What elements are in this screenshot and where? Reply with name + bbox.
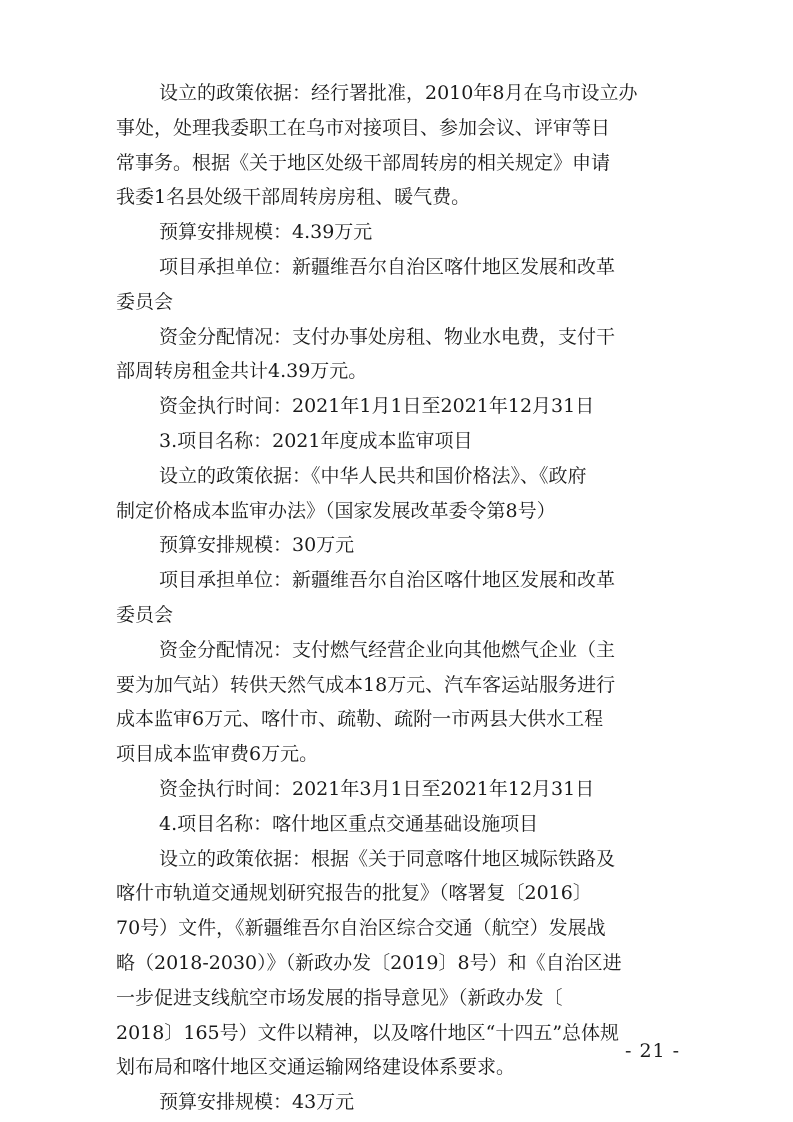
body-line: 预算安排规模：43万元 (159, 1091, 355, 1114)
section-heading: 4.项目名称：喀什地区重点交通基础设施项目 (159, 812, 539, 835)
body-line: 资金分配情况：支付燃气经营企业向其他燃气企业（主 (159, 638, 616, 661)
document-body (116, 76, 676, 1120)
body-line: 常事务。根据《关于地区处级干部周转房的相关规定》申请 (116, 151, 611, 174)
body-line: 喀什市轨道交通规划研究报告的批复》（喀署复〔2016〕 (116, 882, 592, 905)
body-line: 资金执行时间：2021年3月1日至2021年12月31日 (159, 777, 595, 800)
body-line: 项目成本监审费6万元。 (116, 743, 319, 766)
body-line: 设立的政策依据：经行署批准，2010年8月在乌市设立办 (159, 82, 638, 104)
body-line: 资金执行时间：2021年1月1日至2021年12月31日 (159, 395, 595, 418)
body-line: 部周转房租金共计4.39万元。 (116, 360, 368, 383)
body-line: 委员会 (116, 290, 174, 313)
body-line: 2018〕165号）文件以精神，以及喀什地区“十四五”总体规 (116, 1021, 620, 1044)
body-line: 一步促进支线航空市场发展的指导意见》（新政办发〔 (116, 986, 563, 1009)
body-line: 我委1名县处级干部周转房房租、暖气费。 (116, 186, 471, 209)
body-line: 预算安排规模：4.39万元 (159, 221, 373, 244)
body-line: 事处，处理我委职工在乌市对接项目、参加会议、评审等日 (116, 116, 611, 139)
section-heading: 3.项目名称：2021年度成本监审项目 (159, 429, 473, 452)
body-line: 制定价格成本监审办法》（国家发展改革委令第8号） (116, 499, 556, 522)
body-line: 设立的政策依据：根据《关于同意喀什地区城际铁路及 (159, 847, 616, 870)
body-line: 委员会 (116, 603, 174, 626)
body-line: 成本监审6万元、喀什市、疏勒、疏附一市两县大供水工程 (116, 708, 604, 731)
body-line: 划布局和喀什地区交通运输网络建设体系要求。 (116, 1056, 516, 1079)
body-line: 项目承担单位：新疆维吾尔自治区喀什地区发展和改革 (159, 569, 616, 592)
body-line: 项目承担单位：新疆维吾尔自治区喀什地区发展和改革 (159, 255, 616, 278)
page-number: - 21 - (625, 1040, 681, 1062)
body-line: 设立的政策依据：《中华人民共和国价格法》、《政府 (159, 464, 587, 487)
body-line: 70号）文件，《新疆维吾尔自治区综合交通（航空）发展战 (116, 917, 606, 940)
body-line: 资金分配情况：支付办事处房租、物业水电费，支付干 (159, 325, 616, 348)
body-line: 预算安排规模：30万元 (159, 534, 355, 557)
body-line: 略（2018-2030）》（新政办发〔2019〕8号）和《自治区进 (116, 951, 622, 974)
body-line: 要为加气站）转供天然气成本18万元、汽车客运站服务进行 (116, 673, 616, 696)
